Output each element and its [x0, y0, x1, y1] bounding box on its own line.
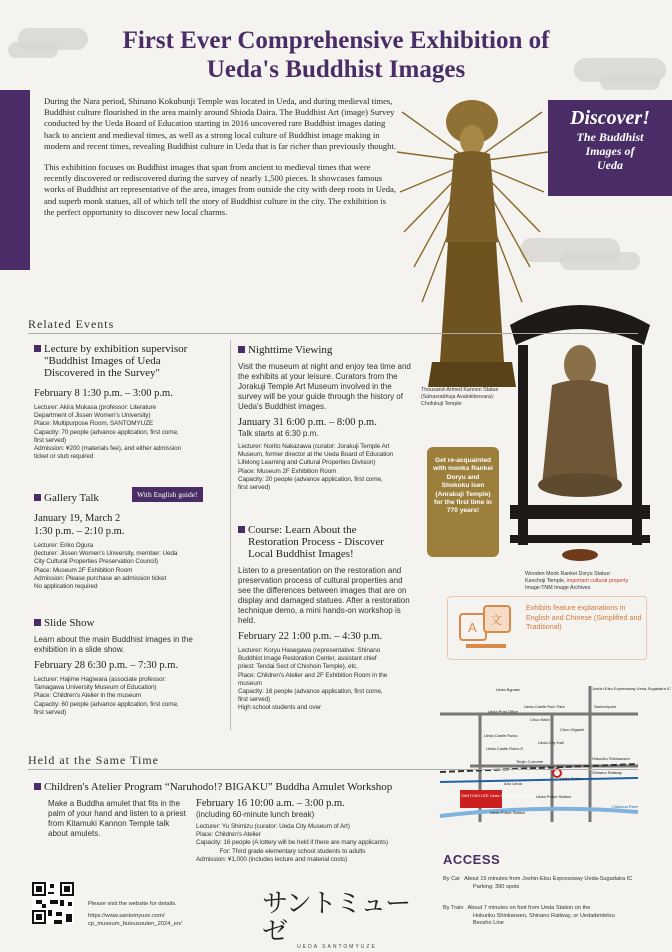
santomyuze-logo — [262, 890, 412, 950]
logo-subtext: UEDA SANTOMYUZE — [297, 944, 377, 950]
svg-text:Ueda Castle Ruins E: Ueda Castle Ruins E — [486, 746, 524, 751]
doryu-caption — [525, 571, 645, 591]
english-guide-badge: With English guide! — [132, 487, 203, 502]
caption-line: (Sahasrabhuja Avalokitesvara): — [421, 393, 495, 400]
event-lecture — [34, 343, 224, 461]
event-amulet-workshop — [34, 781, 434, 793]
website-url[interactable]: cp_museum_butsuzouten_2024_en/ — [88, 921, 182, 927]
svg-text:A: A — [468, 620, 477, 635]
access-by-train: By Train About 7 minutes on foot from Ueda Station on the Hokuriku Shinkansen, Shinano Railway, or Uedadentetsu Bessho Line — [443, 905, 615, 927]
event-date: February 22 1:00 p.m. – 4:30 p.m. — [238, 631, 383, 642]
website-note: Please visit the website for details. — [88, 901, 177, 907]
svg-text:Ueda Post Office: Ueda Post Office — [488, 709, 519, 714]
discover-heading: Discover! — [570, 107, 650, 129]
event-details: Lecturer: Norito Nakazawa (curator: Jorakuji Temple Art Museum, former director at the Ueda Board of Education Lifelong Learning and Cultural Properties Division) Place: Museum 2F Exhibition Room Capacity: 20 people (advance application, first come, first served) — [238, 443, 394, 492]
svg-text:Ario Ueda: Ario Ueda — [504, 781, 522, 786]
logo-text: サントミューゼ — [262, 889, 411, 947]
discover-banner — [548, 100, 672, 196]
svg-text:Shinano Railway: Shinano Railway — [592, 770, 622, 775]
svg-text:文: 文 — [490, 613, 503, 627]
access-map — [440, 686, 671, 822]
event-details: Lecturer: Hajime Hagiwara (associate professor: Tamagawa University Museum of Education) Place: Children's Atelier in the museum Capacity: 60 people (advance application, first come, first served) — [34, 676, 179, 716]
title-line-1: First Ever Comprehensive Exhibition of — [122, 27, 550, 54]
event-nighttime-viewing — [238, 344, 416, 492]
event-gallery-talk — [34, 492, 224, 591]
event-details: Lecturer: Koryu Hasegawa (representative: Shinano Buddhist Image Restoration Center, assistant chief priest: Tendai Sect of Chishoin Temple), etc. Place: Children's Atelier and 2F Exhibition Room in the museum Capacity: 16 people (advance application, first come, first served) High school students and over — [238, 647, 388, 712]
kannon-caption — [421, 387, 511, 407]
event-title: Slide Show — [34, 617, 224, 629]
column-divider — [230, 340, 231, 730]
monk-note-box: Get re-acquainted with monks Rankei Doryu and Shokoku Isen (Anrakuji Temple) for the first time in 770 years! — [427, 447, 499, 557]
event-date: February 28 6:30 p.m. – 7:30 p.m. — [34, 660, 179, 671]
intro-paragraph-1: During the Nara period, Shinano Kokubunji Temple was located in Ueda, and during medieval times, Buddhist culture flourished in the area mainly around Shioda Daira. The Buddhist Art (image) Survey conducted by the Ueda Board of Education starting in 2016 uncovered rare Buddhist images dating back to ancient and medieval times, as well as a strong local culture of Buddhist image making in modern and recent times, revealing Buddhist culture in Ueda that is far richer than previously thought. — [44, 96, 397, 151]
caption-line: Kanchoji Temple, — [525, 577, 566, 584]
event-subtime: (including 60-minute lunch break) — [196, 810, 315, 819]
svg-text:Chikuma River: Chikuma River — [612, 804, 639, 809]
svg-text:Ueda Police Station: Ueda Police Station — [490, 810, 526, 815]
event-date: January 19, March 2 1:30 p.m. – 2:10 p.m. — [34, 513, 125, 537]
svg-text:Joshin-Etsu Expressway Ueda-Su: Joshin-Etsu Expressway Ueda-Sugadaira IC — [592, 686, 671, 691]
discover-line: The Buddhist — [576, 130, 644, 144]
svg-text:SANTOMYUZE Ueda City Museum of: SANTOMYUZE Ueda City Museum of Art — [461, 793, 535, 798]
event-details: Lecturer: Akira Mukasa (professor: Literature Department of Jissen Women's University) Place: Multipurpose Room, SANTOMYUZE Capacity: 70 people (advance application, first come, first served) Admission: ¥200 (materials fee), and either admission ticket or stub required — [34, 404, 182, 461]
event-details: Lecturer: Eriko Ogura (lecturer: Jissen Women's University, member: Ueda City Cultural Properties Preservation Council) Place: Museum 2F Exhibition Room Admission: Please purchase an admission ticket No application required — [34, 542, 178, 591]
svg-text:Tenjin 2-chome: Tenjin 2-chome — [516, 759, 544, 764]
event-description: Make a Buddha amulet that fits in the palm of your hand and listen to a priest from Kitamuki Kannon Temple talk about amulets. — [48, 799, 186, 838]
event-description: Learn about the main Buddhist images in the exhibition in a slide show. — [34, 635, 193, 654]
doryu-statue-image — [500, 285, 660, 565]
svg-text:Ueda Bypass: Ueda Bypass — [496, 687, 520, 692]
svg-text:Chuo Nishi: Chuo Nishi — [530, 717, 550, 722]
svg-text:Santomyuze: Santomyuze — [594, 704, 617, 709]
event-date: January 31 6:00 p.m. – 8:00 p.m. — [238, 417, 377, 428]
event-description: Listen to a presentation on the restoration and preservation process of cultural properties and see the differences between images that are on display and damaged statues. After a restoration technique demo, a mini hands-on workshop is held. — [238, 566, 410, 625]
event-title: Gallery Talk — [34, 492, 224, 504]
svg-text:Ueda Police Station: Ueda Police Station — [536, 794, 572, 799]
cloud-decoration — [560, 252, 640, 270]
website-info — [88, 900, 182, 928]
title-line-2: Ueda's Buddhist Images — [206, 56, 466, 83]
event-subtime: Talk starts at 6:30 p.m. — [238, 429, 319, 438]
caption-highlight: important cultural property — [566, 577, 629, 584]
svg-text:Ueda Castle Ruin Park: Ueda Castle Ruin Park — [524, 704, 565, 709]
related-events-heading: Related Events — [28, 317, 115, 331]
translation-icon — [458, 604, 514, 652]
event-details: Lecturer: Yu Shimizu (curator: Ueda City Museum of Art) Place: Children's Atelier Capacity: 16 people (A lottery will be held if there are many applicants) For: Third grade elementary school students to adults Admission: ¥1,000 (includes lecture and material costs) — [196, 823, 388, 863]
event-slide-show — [34, 617, 224, 717]
access-by-car: By Car About 15 minutes from Joshin-Etsu Expressway Ueda-Sugadaira IC Parking: 390 spots — [443, 876, 633, 890]
exhibits-note-text: Exhibits feature explanations in English and Chinese (Simplified and Traditional) — [526, 603, 642, 631]
access-heading: ACCESS — [443, 852, 501, 867]
website-url[interactable]: https://www.santomyuze.com/ — [88, 913, 165, 919]
amulet-schedule — [196, 797, 436, 864]
event-title: Lecture by exhibition supervisor "Buddhist Images of Ueda Discovered in the Survey" — [34, 343, 224, 379]
svg-text:Ueda City Hall: Ueda City Hall — [538, 740, 564, 745]
event-title: Nighttime Viewing — [238, 344, 416, 356]
svg-text:Chuo Higashi: Chuo Higashi — [560, 727, 585, 732]
svg-text:Hokuriku Shinkansen: Hokuriku Shinkansen — [592, 756, 630, 761]
page-title — [0, 26, 672, 84]
caption-line: Wooden Monk Rankei Doryu Statue: — [525, 571, 611, 577]
svg-text:Ueda Castle Ruins: Ueda Castle Ruins — [484, 733, 518, 738]
event-title: Course: Learn About the Restoration Process - Discover Local Buddhist Images! — [238, 524, 416, 560]
caption-line: Image:TNM Image Archives — [525, 584, 591, 591]
event-date: February 8 1:30 p.m. – 3:00 p.m. — [34, 388, 173, 399]
caption-line: Chofukuji Temple — [421, 400, 462, 407]
event-description: Visit the museum at night and enjoy tea time and the exhibits at your leisure. Curators from the Jorakuji Temple Art Museum involved in the survey will be your guide through the history of Ueda's Buddhist images. — [238, 362, 411, 411]
intro-paragraph-2: This exhibition focuses on Buddhist images that span from ancient to medieval times that were recently discovered or rediscovered during the survey of nearly 1,500 pieces. It showcases famous works of Buddhist art representative of the area, images from outside the city with deep roots in Ueda, and superb monk statues, all of which tell the story of Buddhist culture in the city. The exhibition is the perfect opportunity to discover new local charms. — [44, 162, 397, 217]
svg-text:Ueda Station: Ueda Station — [560, 776, 584, 781]
same-time-heading: Held at the Same Time — [28, 753, 159, 767]
qr-code-icon[interactable] — [32, 882, 74, 924]
event-restoration-course — [238, 524, 416, 713]
caption-line: Thousand-Armed Kannon Statue — [421, 387, 499, 393]
left-accent-bar — [0, 90, 30, 270]
discover-line: Ueda — [597, 158, 623, 172]
discover-line: Images of — [585, 144, 635, 158]
event-title: Children's Atelier Program “Naruhodo!? BIGAKU” Buddha Amulet Workshop — [34, 781, 434, 793]
event-date: February 16 10:00 a.m. – 3:00 p.m. — [196, 798, 345, 809]
intro-text — [44, 96, 396, 228]
